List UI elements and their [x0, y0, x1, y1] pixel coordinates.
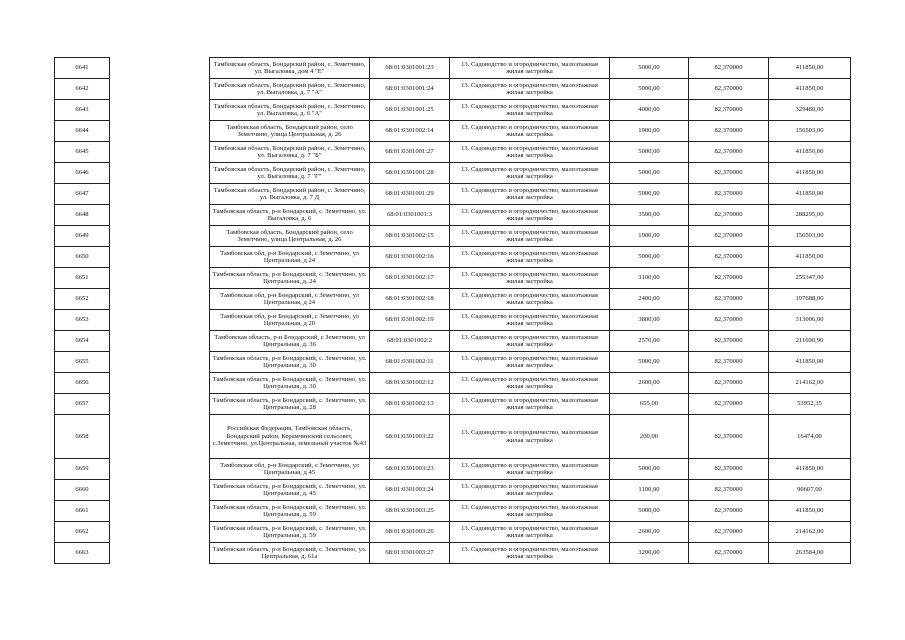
address-cell: Тамбовская область, р-н Бондарский, с. Земетчино, ул. Выгаловка, д. 6	[210, 205, 370, 226]
cadastral-value-cell: 411850,00	[769, 58, 851, 79]
area-cell: 5000,00	[610, 247, 689, 268]
table-row	[55, 352, 851, 373]
blank-column	[110, 247, 210, 268]
cadastral-value-cell: 214162,00	[769, 522, 851, 543]
table-row	[55, 373, 851, 394]
address-cell: Российская Федерация, Тамбовская область, Бондарский район, Керамчинский сельсовет, с.Земетчино, ул.Центральная, земельный участок №43	[210, 415, 370, 459]
table-row	[55, 289, 851, 310]
table-row	[55, 79, 851, 100]
blank-column	[110, 394, 210, 415]
blank-column	[110, 310, 210, 331]
area-cell: 2600,00	[610, 373, 689, 394]
land-use-cell: 13. Садоводство и огородничество, малоэтажная жилая застройка	[450, 501, 610, 522]
area-cell: 3800,00	[610, 310, 689, 331]
blank-column	[110, 226, 210, 247]
area-cell: 2600,00	[610, 522, 689, 543]
row-number: 6661	[55, 501, 110, 522]
land-use-cell: 13. Садоводство и огородничество, малоэтажная жилая застройка	[450, 58, 610, 79]
cadastral-number-cell: 68:01:0301002:15	[370, 226, 450, 247]
table-row	[55, 58, 851, 79]
cadastral-number-cell: 68:01:0301003:26	[370, 522, 450, 543]
specific-value-cell: 82,370000	[689, 100, 769, 121]
area-cell: 200,00	[610, 415, 689, 459]
cadastral-value-cell: 411850,00	[769, 184, 851, 205]
cadastral-value-cell: 329480,00	[769, 100, 851, 121]
address-cell: Тамбовская область, Бондарский район, с. Земетчино, ул. Выгаловка, д. 7 Д	[210, 184, 370, 205]
cadastral-number-cell: 68:01:0301002:19	[370, 310, 450, 331]
blank-column	[110, 142, 210, 163]
land-use-cell: 13. Садоводство и огородничество, малоэтажная жилая застройка	[450, 79, 610, 100]
blank-column	[110, 415, 210, 459]
land-use-cell: 13. Садоводство и огородничество, малоэтажная жилая застройка	[450, 100, 610, 121]
address-cell: Тамбовская область, р-н Бондарский, с. Земетчино, ул. Центральная, д. 30	[210, 352, 370, 373]
cadastral-number-cell: 68:01:0301003:24	[370, 480, 450, 501]
cadastral-value-cell: 411850,00	[769, 142, 851, 163]
land-use-cell: 13. Садоводство и огородничество, малоэтажная жилая застройка	[450, 522, 610, 543]
area-cell: 1900,00	[610, 226, 689, 247]
cadastral-value-cell: 411850,00	[769, 352, 851, 373]
table-row	[55, 100, 851, 121]
table-row	[55, 247, 851, 268]
land-use-cell: 13. Садоводство и огородничество, малоэтажная жилая застройка	[450, 394, 610, 415]
land-use-cell: 13. Садоводство и огородничество, малоэтажная жилая застройка	[450, 310, 610, 331]
land-use-cell: 13. Садоводство и огородничество, малоэтажная жилая застройка	[450, 459, 610, 480]
address-cell: Тамбовская область, р-н Бондарский, с. Земетчино, ул. Центральная, д. 61а	[210, 543, 370, 564]
table-row	[55, 163, 851, 184]
area-cell: 2570,00	[610, 331, 689, 352]
cadastral-value-cell: 90607,00	[769, 480, 851, 501]
cadastral-number-cell: 68:01:0301002:2	[370, 331, 450, 352]
row-number: 6657	[55, 394, 110, 415]
cadastral-number-cell: 68:01:0301001:27	[370, 142, 450, 163]
cadastral-number-cell: 68:01:0301003:27	[370, 543, 450, 564]
blank-column	[110, 522, 210, 543]
address-cell: Тамбовская область, Бондарский район, с. Земетчино, ул. Выгаловка, д. 7 "Б"	[210, 142, 370, 163]
specific-value-cell: 82,370000	[689, 415, 769, 459]
land-use-cell: 13. Садоводство и огородничество, малоэтажная жилая застройка	[450, 331, 610, 352]
land-use-cell: 13. Садоводство и огородничество, малоэтажная жилая застройка	[450, 205, 610, 226]
address-cell: Тамбовская область, Бондарский район, с. Земетчино, ул. Выгаловка, д. 7 "А"	[210, 79, 370, 100]
row-number: 6642	[55, 79, 110, 100]
specific-value-cell: 82,370000	[689, 459, 769, 480]
cadastral-number-cell: 68:01:0301002:13	[370, 394, 450, 415]
cadastral-number-cell: 68:01:0301002:17	[370, 268, 450, 289]
land-use-cell: 13. Садоводство и огородничество, малоэтажная жилая застройка	[450, 373, 610, 394]
address-cell: Тамбовская область, р-н Бондарский, с. Земетчино, ул. Центральная, д. 59	[210, 501, 370, 522]
blank-column	[110, 58, 210, 79]
specific-value-cell: 82,370000	[689, 184, 769, 205]
row-number: 6658	[55, 415, 110, 459]
specific-value-cell: 82,370000	[689, 352, 769, 373]
blank-column	[110, 501, 210, 522]
table-row	[55, 142, 851, 163]
address-cell: Тамбовская область, р-н Бондарский, с Земетчино, ул Центральная, д. 36	[210, 331, 370, 352]
land-use-cell: 13. Садоводство и огородничество, малоэтажная жилая застройка	[450, 415, 610, 459]
address-cell: Тамбовская область, р-н Бондарский, с. Земетчино, ул. Центральная, д. 30	[210, 373, 370, 394]
cadastral-number-cell: 68:01:0301001:23	[370, 58, 450, 79]
address-cell: Тамбовская обл, р-н Бондарский, с Земетчино, ул Центральная, д 24	[210, 247, 370, 268]
specific-value-cell: 82,370000	[689, 331, 769, 352]
cadastral-value-cell: 214162,00	[769, 373, 851, 394]
address-cell: Тамбовская обл, р-н Бондарский, с Земетчино, ул Центральная, д 45	[210, 459, 370, 480]
table-row	[55, 121, 851, 142]
blank-column	[110, 289, 210, 310]
cadastral-number-cell: 68:01:0301002:14	[370, 121, 450, 142]
row-number: 6641	[55, 58, 110, 79]
table-row	[55, 331, 851, 352]
cadastral-number-cell: 68:01:0301001:3	[370, 205, 450, 226]
address-cell: Тамбовская область, р-н Бондарский, с. Земетчино, ул. Центральная, д. 24	[210, 268, 370, 289]
land-use-cell: 13. Садоводство и огородничество, малоэтажная жилая застройка	[450, 268, 610, 289]
cadastral-number-cell: 68:01:0301003:23	[370, 459, 450, 480]
blank-column	[110, 331, 210, 352]
table-row	[55, 543, 851, 564]
area-cell: 3500,00	[610, 205, 689, 226]
cadastral-number-cell: 68:01:0301001:25	[370, 100, 450, 121]
table-row	[55, 184, 851, 205]
specific-value-cell: 82,370000	[689, 522, 769, 543]
blank-column	[110, 184, 210, 205]
specific-value-cell: 82,370000	[689, 268, 769, 289]
specific-value-cell: 82,370000	[689, 247, 769, 268]
address-cell: Тамбовская область, р-н Бондарский, с. Земетчино, ул. Центральная, д. 45	[210, 480, 370, 501]
area-cell: 5000,00	[610, 142, 689, 163]
cadastral-number-cell: 68:01:0301003:22	[370, 415, 450, 459]
cadastral-value-cell: 197688,00	[769, 289, 851, 310]
area-cell: 3200,00	[610, 543, 689, 564]
blank-column	[110, 543, 210, 564]
cadastral-value-cell: 411850,00	[769, 501, 851, 522]
specific-value-cell: 82,370000	[689, 142, 769, 163]
table-body	[55, 58, 851, 564]
cadastral-value-cell: 255347,00	[769, 268, 851, 289]
area-cell: 5000,00	[610, 352, 689, 373]
blank-column	[110, 352, 210, 373]
blank-column	[110, 100, 210, 121]
specific-value-cell: 82,370000	[689, 205, 769, 226]
land-use-cell: 13. Садоводство и огородничество, малоэтажная жилая застройка	[450, 226, 610, 247]
land-use-cell: 13. Садоводство и огородничество, малоэтажная жилая застройка	[450, 289, 610, 310]
table-row	[55, 310, 851, 331]
table-row	[55, 415, 851, 459]
table-row	[55, 459, 851, 480]
cadastral-value-cell: 411850,00	[769, 163, 851, 184]
row-number: 6662	[55, 522, 110, 543]
cadastral-value-cell: 313006,00	[769, 310, 851, 331]
area-cell: 4000,00	[610, 100, 689, 121]
specific-value-cell: 82,370000	[689, 121, 769, 142]
cadastral-value-cell: 411850,00	[769, 79, 851, 100]
cadastral-number-cell: 68:01:0301002:16	[370, 247, 450, 268]
specific-value-cell: 82,370000	[689, 163, 769, 184]
specific-value-cell: 82,370000	[689, 226, 769, 247]
table-row	[55, 522, 851, 543]
cadastral-number-cell: 68:01:0301001:29	[370, 184, 450, 205]
land-use-cell: 13. Садоводство и огородничество, малоэтажная жилая застройка	[450, 543, 610, 564]
area-cell: 5000,00	[610, 501, 689, 522]
specific-value-cell: 82,370000	[689, 79, 769, 100]
specific-value-cell: 82,370000	[689, 501, 769, 522]
specific-value-cell: 82,370000	[689, 543, 769, 564]
row-number: 6653	[55, 310, 110, 331]
address-cell: Тамбовская область, Бондарский район, с. Земетчино, ул. Выгаловка, дом 4 "Е"	[210, 58, 370, 79]
row-number: 6663	[55, 543, 110, 564]
cadastral-value-cell: 288295,00	[769, 205, 851, 226]
area-cell: 5000,00	[610, 79, 689, 100]
row-number: 6645	[55, 142, 110, 163]
blank-column	[110, 121, 210, 142]
area-cell: 5000,00	[610, 184, 689, 205]
area-cell: 655,00	[610, 394, 689, 415]
blank-column	[110, 268, 210, 289]
row-number: 6646	[55, 163, 110, 184]
cadastral-number-cell: 68:01:0301002:18	[370, 289, 450, 310]
land-use-cell: 13. Садоводство и огородничество, малоэтажная жилая застройка	[450, 121, 610, 142]
area-cell: 1900,00	[610, 121, 689, 142]
row-number: 6659	[55, 459, 110, 480]
land-use-cell: 13. Садоводство и огородничество, малоэтажная жилая застройка	[450, 480, 610, 501]
blank-column	[110, 480, 210, 501]
specific-value-cell: 82,370000	[689, 373, 769, 394]
row-number: 6656	[55, 373, 110, 394]
blank-column	[110, 205, 210, 226]
cadastral-value-cell: 211690,90	[769, 331, 851, 352]
cadastral-number-cell: 68:01:0301001:24	[370, 79, 450, 100]
area-cell: 5000,00	[610, 459, 689, 480]
cadastral-number-cell: 68:01:0301002:12	[370, 373, 450, 394]
cadastral-value-cell: 156503,00	[769, 121, 851, 142]
row-number: 6651	[55, 268, 110, 289]
area-cell: 5000,00	[610, 58, 689, 79]
specific-value-cell: 82,370000	[689, 58, 769, 79]
specific-value-cell: 82,370000	[689, 480, 769, 501]
address-cell: Тамбовская область, Бондарский район, село Земетчино, улица Центральная, д. 26	[210, 226, 370, 247]
table-row	[55, 501, 851, 522]
area-cell: 3100,00	[610, 268, 689, 289]
address-cell: Тамбовская область, Бондарский район, с. Земетчино, ул. Выгаловка, д. 6 "А"	[210, 100, 370, 121]
row-number: 6652	[55, 289, 110, 310]
land-registry-table	[54, 57, 851, 564]
cadastral-number-cell: 68:01:0301002:11	[370, 352, 450, 373]
address-cell: Тамбовская обл, р-н Бондарский, с Земетчино, ул Центральная, д 24	[210, 289, 370, 310]
specific-value-cell: 82,370000	[689, 289, 769, 310]
area-cell: 1100,00	[610, 480, 689, 501]
row-number: 6655	[55, 352, 110, 373]
specific-value-cell: 82,370000	[689, 394, 769, 415]
land-use-cell: 13. Садоводство и огородничество, малоэтажная жилая застройка	[450, 142, 610, 163]
cadastral-value-cell: 156503,00	[769, 226, 851, 247]
address-cell: Тамбовская область, р-н Бондарский, с. Земетчино, ул. Центральная, д. 28	[210, 394, 370, 415]
table-row	[55, 205, 851, 226]
cadastral-value-cell: 16474,00	[769, 415, 851, 459]
cadastral-value-cell: 53952,35	[769, 394, 851, 415]
cadastral-value-cell: 263584,00	[769, 543, 851, 564]
area-cell: 2400,00	[610, 289, 689, 310]
address-cell: Тамбовская область, Бондарский район, с. Земетчино, ул. Выгаловка, д. 7 "Г"	[210, 163, 370, 184]
address-cell: Тамбовская область, р-н Бондарский, с. Земетчино, ул. Центральная, д. 59	[210, 522, 370, 543]
blank-column	[110, 79, 210, 100]
blank-column	[110, 163, 210, 184]
address-cell: Тамбовская область, Бондарский район, село Земетчино, улица Центральная, д. 26	[210, 121, 370, 142]
land-use-cell: 13. Садоводство и огородничество, малоэтажная жилая застройка	[450, 247, 610, 268]
row-number: 6644	[55, 121, 110, 142]
land-use-cell: 13. Садоводство и огородничество, малоэтажная жилая застройка	[450, 163, 610, 184]
row-number: 6643	[55, 100, 110, 121]
blank-column	[110, 459, 210, 480]
table-row	[55, 394, 851, 415]
area-cell: 5000,00	[610, 163, 689, 184]
table-row	[55, 480, 851, 501]
cadastral-number-cell: 68:01:0301003:25	[370, 501, 450, 522]
row-number: 6649	[55, 226, 110, 247]
row-number: 6654	[55, 331, 110, 352]
land-use-cell: 13. Садоводство и огородничество, малоэтажная жилая застройка	[450, 184, 610, 205]
land-use-cell: 13. Садоводство и огородничество, малоэтажная жилая застройка	[450, 352, 610, 373]
cadastral-value-cell: 411850,00	[769, 459, 851, 480]
row-number: 6647	[55, 184, 110, 205]
blank-column	[110, 373, 210, 394]
specific-value-cell: 82,370000	[689, 310, 769, 331]
cadastral-value-cell: 411850,00	[769, 247, 851, 268]
row-number: 6660	[55, 480, 110, 501]
row-number: 6648	[55, 205, 110, 226]
row-number: 6650	[55, 247, 110, 268]
address-cell: Тамбовская обл, р-н Бондарский, с Земетчино, ул Центральная, д 20	[210, 310, 370, 331]
table-row	[55, 268, 851, 289]
table-row	[55, 226, 851, 247]
cadastral-number-cell: 68:01:0301001:28	[370, 163, 450, 184]
